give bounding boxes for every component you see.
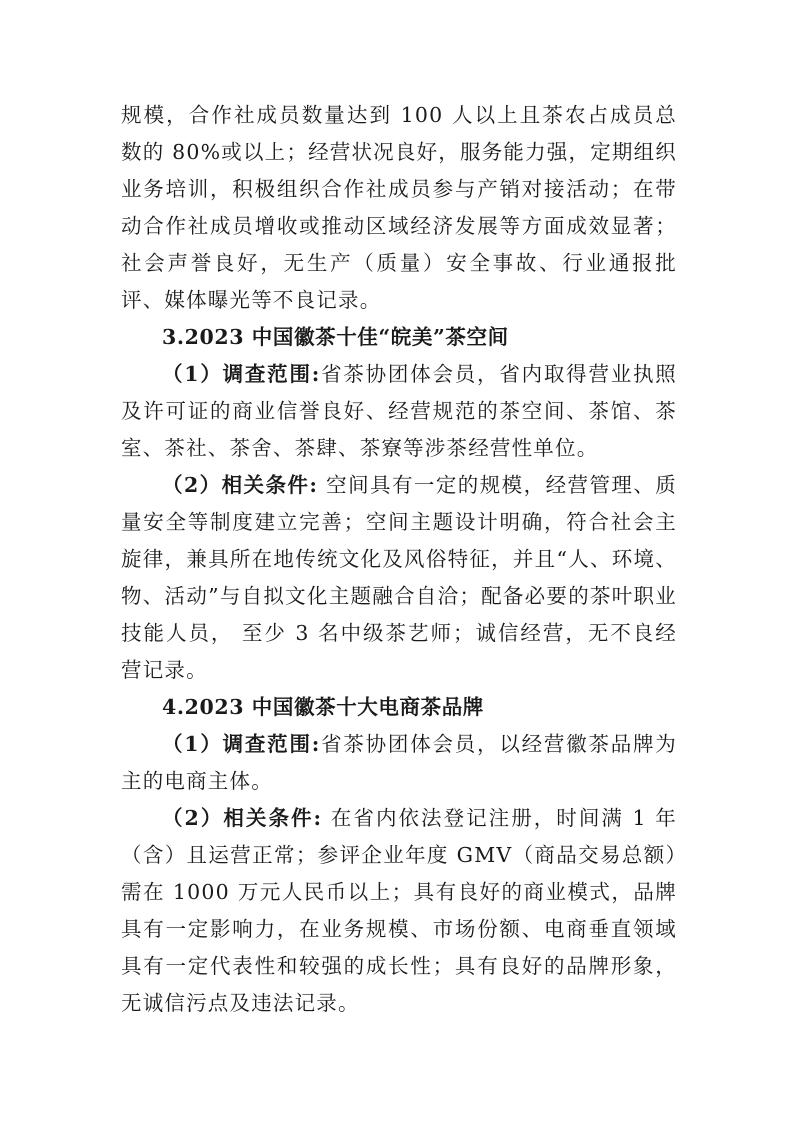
scope-text: 省茶协团体会员，省内取得营业执照及许可证的商业信誉良好、经营规范的茶空间、茶馆、茶室、茶社、茶舍、茶肆、茶寮等涉茶经营性单位。 (121, 362, 677, 460)
paragraph-cooperative-conditions: 规模，合作社成员数量达到 100 人以上且茶农占成员总数的 80%或以上；经营状况良好，服务能力强，定期组织业务培训，积极组织合作社成员参与产销对接活动；在带动合作社成员增收或推动区域经济发展等方面成效显著；社会声誉良好，无生产（质量）安全事故、行业通报批评、媒体曝光等不良记录。 (121, 103, 677, 312)
conditions-text: 在省内依法登记注册，时间满 1 年（含）且运营正常；参评企业年度 GMV（商品交易总额）需在 1000 万元人民币以上；具有良好的商业模式，品牌具有一定影响力，在业务规模、市场份额、电商垂直领域具有一定代表性和较强的成长性；具有良好的品牌形象，无诚信污点及违法记录。 (121, 806, 677, 1015)
scope-text: 省茶协团体会员，以经营徽茶品牌为主的电商主体。 (121, 732, 677, 793)
conditions-label: （2）相关条件: (162, 806, 323, 830)
section-4-conditions (121, 800, 677, 1022)
scope-label: （1）调查范围: (162, 732, 321, 756)
section-3-scope (121, 356, 677, 467)
section-3-heading: 3.2023 中国徽茶十佳“皖美”茶空间 (162, 325, 509, 349)
section-4-scope (121, 726, 677, 800)
conditions-text: 空间具有一定的规模，经营管理、质量安全等制度建立完善；空间主题设计明确，符合社会主旋律，兼具所在地传统文化及风俗特征，并且“人、环境、物、活动”与自拟文化主题融合自洽；配备必要的茶叶职业技能人员， 至少 3 名中级茶艺师；诚信经营，无不良经营记录。 (121, 473, 677, 682)
scope-label: （1）调查范围: (162, 362, 321, 386)
section-4-heading: 4.2023 中国徽茶十大电商茶品牌 (162, 695, 484, 719)
document-page (121, 97, 677, 1022)
section-3-conditions (121, 467, 677, 689)
conditions-label: （2）相关条件: (162, 473, 319, 497)
